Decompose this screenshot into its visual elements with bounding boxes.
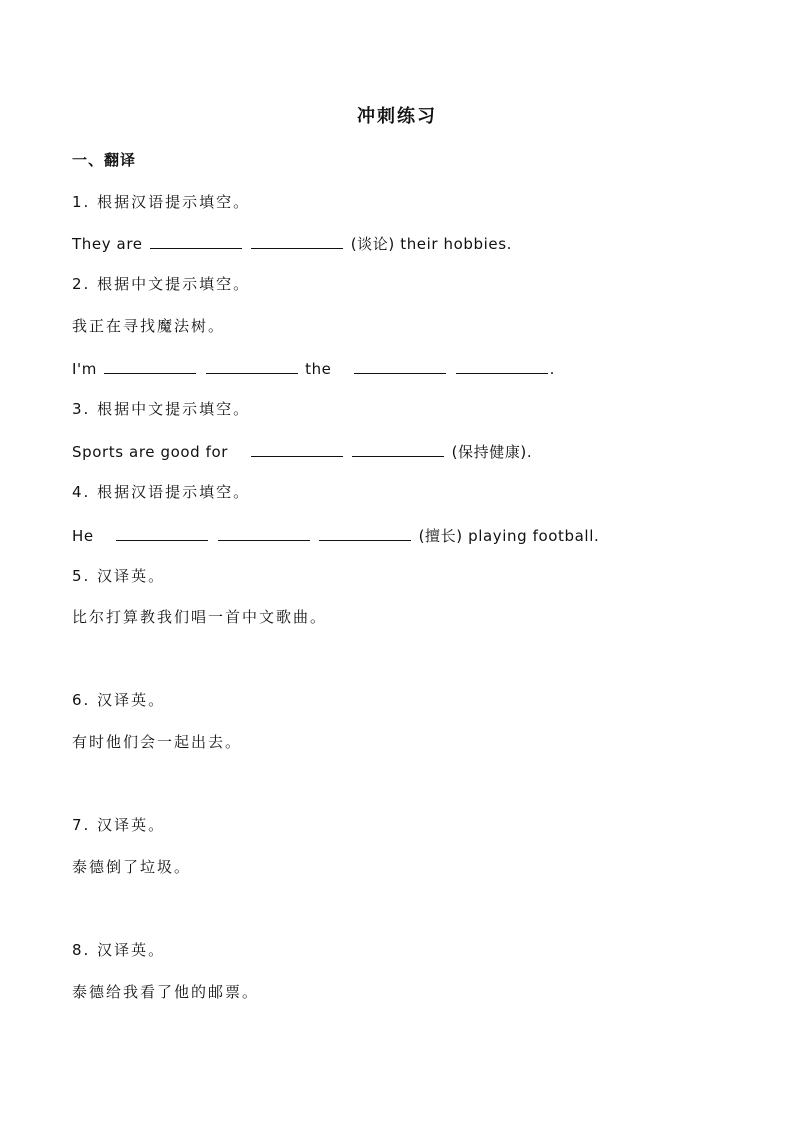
question-4-sentence <box>72 524 599 546</box>
q4-blank-2[interactable] <box>218 524 310 541</box>
q2-text-mid: the <box>305 360 332 378</box>
question-6-instruction: 6. 汉译英。 <box>72 691 166 709</box>
q2-blank-1[interactable] <box>104 357 196 374</box>
question-8-prompt: 泰德给我看了他的邮票。 <box>72 983 260 1001</box>
question-2-prompt: 我正在寻找魔法树。 <box>72 317 226 335</box>
q4-hint: (擅长) <box>418 527 463 545</box>
question-2-sentence <box>72 357 555 379</box>
q4-text-after: playing football. <box>468 527 600 545</box>
question-2-instruction: 2. 根据中文提示填空。 <box>72 275 251 293</box>
q1-blank-2[interactable] <box>251 232 343 249</box>
q3-blank-2[interactable] <box>352 440 444 457</box>
q4-blank-1[interactable] <box>116 524 208 541</box>
q3-hint: (保持健康). <box>451 443 533 461</box>
q2-text-end: . <box>549 360 556 378</box>
question-3-sentence <box>72 440 532 462</box>
q3-blank-1[interactable] <box>251 440 343 457</box>
q1-text-after: their hobbies. <box>400 235 513 253</box>
question-6-prompt: 有时他们会一起出去。 <box>72 733 243 751</box>
q1-hint: (谈论) <box>350 235 395 253</box>
section-heading: 一、翻译 <box>72 151 137 169</box>
q2-blank-2[interactable] <box>206 357 298 374</box>
question-8-instruction: 8. 汉译英。 <box>72 941 166 959</box>
question-3-instruction: 3. 根据中文提示填空。 <box>72 400 251 418</box>
question-7-prompt: 泰德倒了垃圾。 <box>72 858 192 876</box>
q1-text-before: They are <box>72 235 143 253</box>
q1-blank-1[interactable] <box>150 232 242 249</box>
question-5-prompt: 比尔打算教我们唱一首中文歌曲。 <box>72 608 328 626</box>
q2-text-before: I'm <box>72 360 97 378</box>
question-1-sentence <box>72 232 512 254</box>
q3-text-before: Sports are good for <box>72 443 229 461</box>
q4-text-before: He <box>72 527 94 545</box>
q4-blank-3[interactable] <box>319 524 411 541</box>
question-1-instruction: 1. 根据汉语提示填空。 <box>72 193 251 211</box>
page-title: 冲刺练习 <box>357 106 437 127</box>
q2-blank-4[interactable] <box>456 357 548 374</box>
question-7-instruction: 7. 汉译英。 <box>72 816 166 834</box>
question-5-instruction: 5. 汉译英。 <box>72 567 166 585</box>
q2-blank-3[interactable] <box>354 357 446 374</box>
question-4-instruction: 4. 根据汉语提示填空。 <box>72 483 251 501</box>
